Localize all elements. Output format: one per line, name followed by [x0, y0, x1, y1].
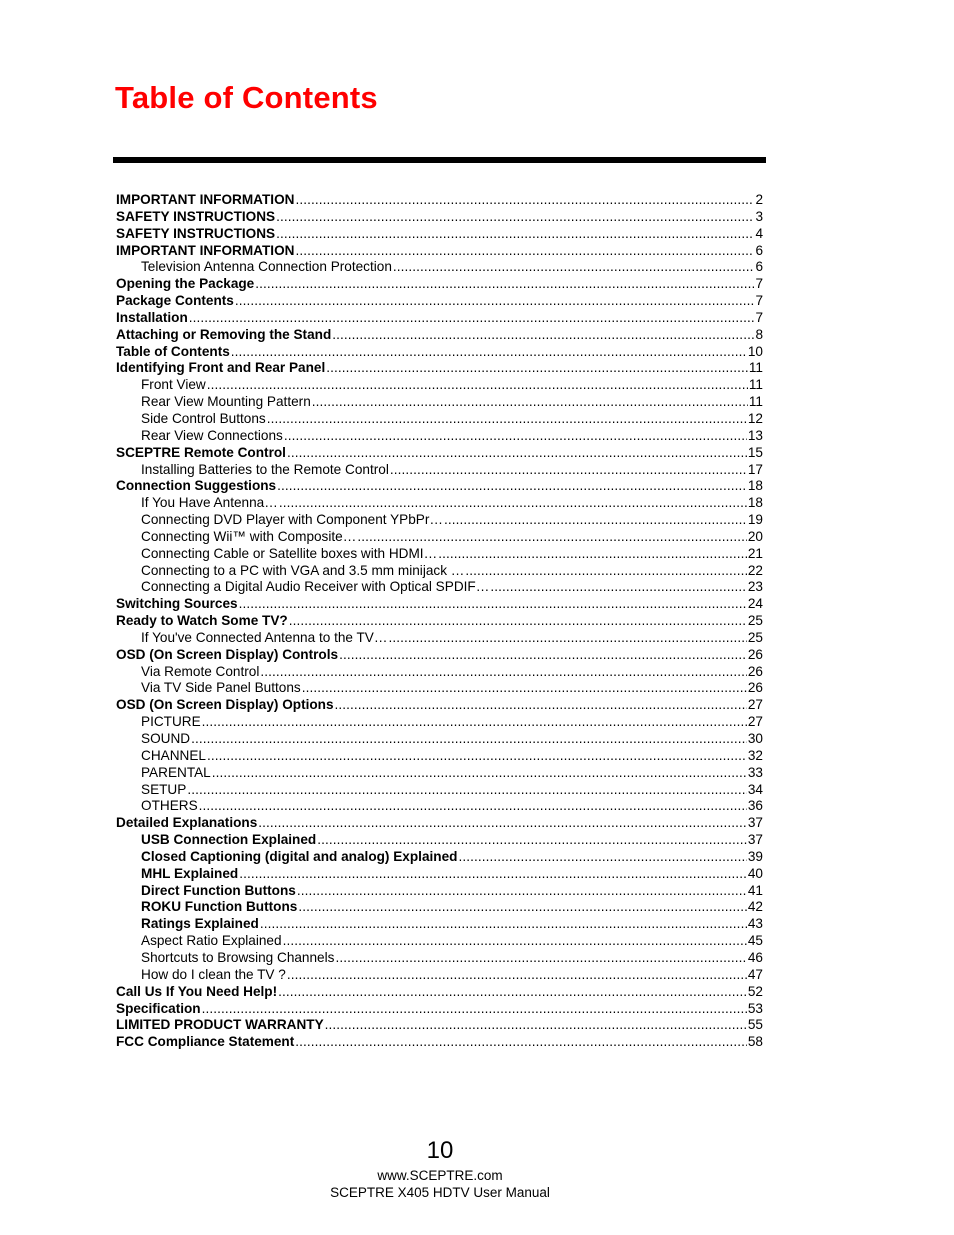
- toc-entry[interactable]: [116, 731, 763, 748]
- toc-entry[interactable]: [116, 1034, 763, 1051]
- toc-entry-label: Shortcuts to Browsing Channels: [141, 949, 335, 965]
- toc-entry[interactable]: [116, 209, 763, 226]
- toc-entry-label: OTHERS: [141, 798, 198, 814]
- toc-entry-label: OSD (On Screen Display) Options: [116, 697, 334, 713]
- toc-entry-page: 20: [747, 528, 763, 544]
- toc-entry-page: 7: [755, 276, 763, 292]
- toc-entry[interactable]: [116, 899, 763, 916]
- toc-entry-page: 25: [747, 613, 763, 629]
- toc-entry[interactable]: [116, 866, 763, 883]
- toc-entry-page: 42: [747, 899, 763, 915]
- toc-dot-leader: [335, 697, 747, 714]
- toc-dot-leader: [312, 394, 748, 411]
- toc-dot-leader: [390, 462, 747, 479]
- toc-dot-leader: [231, 344, 747, 361]
- page-title: Table of Contents: [115, 80, 378, 115]
- toc-entry-page: 24: [747, 596, 763, 612]
- toc-entry-label: CHANNEL: [141, 747, 206, 763]
- toc-dot-leader: [212, 765, 747, 782]
- toc-entry-label: Connecting Wii™ with Composite…: [141, 528, 357, 544]
- toc-dot-leader: [302, 680, 747, 697]
- toc-entry[interactable]: [116, 967, 763, 984]
- toc-entry[interactable]: [116, 462, 763, 479]
- toc-entry[interactable]: [116, 782, 763, 799]
- toc-entry-label: Side Control Buttons: [141, 410, 266, 426]
- toc-entry-label: OSD (On Screen Display) Controls: [116, 646, 339, 662]
- toc-dot-leader: [325, 1017, 747, 1034]
- toc-entry[interactable]: [116, 428, 763, 445]
- toc-dot-leader: [202, 1001, 747, 1018]
- toc-entry[interactable]: [116, 243, 763, 260]
- toc-entry[interactable]: [116, 933, 763, 950]
- toc-entry-label: PICTURE: [141, 714, 201, 730]
- toc-dot-leader: [239, 596, 747, 613]
- toc-entry-page: 8: [755, 326, 763, 342]
- toc-entry-page: 53: [747, 1000, 763, 1016]
- toc-entry-label: How do I clean the TV ?: [141, 966, 286, 982]
- toc-entry-page: 26: [747, 646, 763, 662]
- toc-dot-leader: [393, 259, 755, 276]
- toc-dot-leader: [388, 630, 746, 647]
- toc-entry[interactable]: [116, 849, 763, 866]
- toc-dot-leader: [255, 276, 754, 293]
- toc-entry-label: Connecting to a PC with VGA and 3.5 mm minijack …: [141, 562, 465, 578]
- toc-dot-leader: [332, 327, 754, 344]
- toc-entry-page: 11: [748, 394, 763, 410]
- toc-entry-page: 43: [747, 916, 763, 932]
- toc-entry[interactable]: [116, 664, 763, 681]
- toc-entry[interactable]: [116, 798, 763, 815]
- toc-entry-page: 55: [747, 1017, 763, 1033]
- toc-entry-label: Identifying Front and Rear Panel: [116, 360, 326, 376]
- toc-entry-label: Connection Suggestions: [116, 478, 277, 494]
- toc-dot-leader: [339, 647, 747, 664]
- toc-entry[interactable]: [116, 394, 763, 411]
- toc-entry[interactable]: [116, 1017, 763, 1034]
- toc-entry-label: IMPORTANT INFORMATION: [116, 192, 295, 207]
- toc-dot-leader: [187, 782, 747, 799]
- toc-entry[interactable]: [116, 630, 763, 647]
- toc-dot-leader: [295, 1034, 747, 1051]
- toc-dot-leader: [438, 546, 747, 563]
- toc-entry-page: 39: [747, 848, 763, 864]
- toc-entry-page: 47: [747, 966, 763, 982]
- toc-dot-leader: [357, 529, 747, 546]
- toc-entry-label: SETUP: [141, 781, 187, 797]
- toc-entry[interactable]: [116, 883, 763, 900]
- toc-entry[interactable]: [116, 832, 763, 849]
- toc-entry-page: 18: [747, 478, 763, 494]
- toc-entry-label: Direct Function Buttons: [141, 882, 296, 898]
- toc-entry-label: SAFETY INSTRUCTIONS: [116, 208, 276, 224]
- toc-entry-page: 21: [747, 545, 763, 561]
- toc-entry[interactable]: [116, 563, 763, 580]
- toc-dot-leader: [287, 445, 747, 462]
- toc-entry-label: Detailed Explanations: [116, 815, 258, 831]
- toc-entry-page: 23: [747, 579, 763, 595]
- toc-dot-leader: [199, 798, 747, 815]
- toc-entry[interactable]: [116, 495, 763, 512]
- toc-entry-label: Closed Captioning (digital and analog) Explained: [141, 848, 458, 864]
- toc-dot-leader: [295, 243, 754, 260]
- toc-entry-label: Opening the Package: [116, 276, 255, 292]
- toc-dot-leader: [297, 883, 747, 900]
- toc-entry-page: 3: [755, 208, 763, 224]
- toc-dot-leader: [444, 512, 747, 529]
- toc-dot-leader: [189, 310, 755, 327]
- toc-entry[interactable]: [116, 192, 763, 209]
- toc-dot-leader: [267, 411, 747, 428]
- toc-entry[interactable]: [116, 579, 763, 596]
- toc-dot-leader: [283, 933, 747, 950]
- toc-entry-page: 22: [747, 562, 763, 578]
- toc-entry-page: 37: [747, 832, 763, 848]
- toc-entry-page: 12: [747, 410, 763, 426]
- toc-entry[interactable]: [116, 529, 763, 546]
- toc-entry-label: Rear View Connections: [141, 427, 283, 443]
- toc-entry-label: Ratings Explained: [141, 916, 259, 932]
- toc-entry-label: PARENTAL: [141, 764, 211, 780]
- toc-entry-page: 26: [747, 680, 763, 696]
- toc-entry-label: Front View: [141, 377, 206, 393]
- toc-entry-page: 45: [747, 933, 763, 949]
- toc-entry-page: 27: [747, 714, 763, 730]
- toc-entry-label: Aspect Ratio Explained: [141, 933, 282, 949]
- toc-entry-label: Connecting a Digital Audio Receiver with Optical SPDIF…: [141, 579, 490, 595]
- table-of-contents: [116, 192, 763, 1051]
- toc-dot-leader: [260, 664, 747, 681]
- toc-entry[interactable]: [116, 276, 763, 293]
- toc-entry-label: SCEPTRE Remote Control: [116, 444, 286, 460]
- toc-entry[interactable]: [116, 327, 763, 344]
- toc-entry-page: 4: [755, 225, 763, 241]
- toc-entry[interactable]: [116, 815, 763, 832]
- toc-entry[interactable]: [116, 950, 763, 967]
- toc-entry-label: USB Connection Explained: [141, 832, 317, 848]
- toc-entry-page: 36: [747, 798, 763, 814]
- toc-entry[interactable]: [116, 748, 763, 765]
- toc-entry[interactable]: [116, 226, 763, 243]
- toc-entry-label: Package Contents: [116, 293, 234, 309]
- toc-entry-page: 33: [747, 764, 763, 780]
- toc-entry-label: MHL Explained: [141, 865, 239, 881]
- toc-entry-label: Connecting Cable or Satellite boxes with HDMI…: [141, 545, 438, 561]
- toc-dot-leader: [260, 916, 747, 933]
- toc-entry-page: 52: [747, 983, 763, 999]
- toc-entry[interactable]: [116, 916, 763, 933]
- toc-entry-page: 13: [747, 427, 763, 443]
- toc-entry-label: ROKU Function Buttons: [141, 899, 298, 915]
- toc-entry[interactable]: [116, 310, 763, 327]
- toc-entry[interactable]: [116, 697, 763, 714]
- toc-entry-page: 11: [748, 377, 763, 393]
- toc-entry-label: If You've Connected Antenna to the TV…: [141, 629, 388, 645]
- toc-entry-label: LIMITED PRODUCT WARRANTY: [116, 1017, 324, 1033]
- toc-entry[interactable]: [116, 546, 763, 563]
- toc-entry-label: Table of Contents: [116, 343, 230, 359]
- toc-entry-page: 37: [747, 815, 763, 831]
- toc-entry[interactable]: [116, 680, 763, 697]
- toc-entry[interactable]: [116, 344, 763, 361]
- toc-dot-leader: [465, 563, 747, 580]
- toc-entry-page: 27: [747, 697, 763, 713]
- toc-dot-leader: [284, 428, 747, 445]
- toc-entry-page: 15: [747, 444, 763, 460]
- toc-entry-label: Installation: [116, 309, 188, 325]
- toc-dot-leader: [298, 899, 747, 916]
- toc-entry[interactable]: [116, 445, 763, 462]
- toc-entry[interactable]: [116, 512, 763, 529]
- toc-entry-page: 46: [747, 949, 763, 965]
- toc-entry-page: 17: [747, 461, 763, 477]
- toc-entry-page: 2: [755, 192, 763, 207]
- toc-entry-page: 18: [747, 495, 763, 511]
- toc-dot-leader: [287, 967, 747, 984]
- toc-entry-label: SAFETY INSTRUCTIONS: [116, 225, 276, 241]
- toc-entry[interactable]: [116, 613, 763, 630]
- toc-entry-label: Ready to Watch Some TV?: [116, 613, 288, 629]
- toc-entry-page: 11: [748, 360, 763, 376]
- toc-dot-leader: [239, 866, 747, 883]
- toc-dot-leader: [258, 815, 747, 832]
- toc-dot-leader: [317, 832, 747, 849]
- toc-entry-page: 10: [747, 343, 763, 359]
- toc-entry-page: 26: [747, 663, 763, 679]
- toc-entry[interactable]: [116, 647, 763, 664]
- toc-entry-page: 40: [747, 865, 763, 881]
- toc-entry-label: Via TV Side Panel Buttons: [141, 680, 301, 696]
- toc-entry-label: Switching Sources: [116, 596, 238, 612]
- toc-entry[interactable]: [116, 293, 763, 310]
- toc-entry-page: 25: [747, 629, 763, 645]
- toc-entry[interactable]: [116, 984, 763, 1001]
- page-number: 10: [426, 1137, 454, 1164]
- toc-dot-leader: [289, 613, 747, 630]
- toc-entry-label: Rear View Mounting Pattern: [141, 394, 311, 410]
- toc-entry-label: If You Have Antenna…: [141, 495, 278, 511]
- toc-entry-page: 19: [747, 512, 763, 528]
- toc-dot-leader: [335, 950, 746, 967]
- toc-entry[interactable]: [116, 259, 763, 276]
- toc-entry[interactable]: [116, 714, 763, 731]
- toc-entry-label: Attaching or Removing the Stand: [116, 326, 332, 342]
- toc-entry-label: Connecting DVD Player with Component YPbPr…: [141, 512, 443, 528]
- toc-entry-label: FCC Compliance Statement: [116, 1034, 295, 1050]
- toc-dot-leader: [277, 478, 747, 495]
- toc-dot-leader: [207, 748, 747, 765]
- toc-entry-label: IMPORTANT INFORMATION: [116, 242, 295, 258]
- toc-dot-leader: [279, 495, 747, 512]
- toc-entry-page: 7: [755, 293, 763, 309]
- footer-website: www.SCEPTRE.com: [377, 1168, 503, 1183]
- toc-entry-page: 58: [747, 1034, 763, 1050]
- toc-dot-leader: [276, 209, 754, 226]
- toc-entry[interactable]: [116, 478, 763, 495]
- toc-dot-leader: [458, 849, 746, 866]
- footer-manual-title: SCEPTRE X405 HDTV User Manual: [330, 1185, 550, 1200]
- toc-dot-leader: [191, 731, 747, 748]
- toc-entry-label: Television Antenna Connection Protection: [141, 259, 392, 275]
- toc-entry-label: SOUND: [141, 731, 191, 746]
- toc-entry[interactable]: [116, 765, 763, 782]
- toc-entry-page: 6: [755, 259, 763, 275]
- toc-entry-page: 30: [747, 731, 763, 746]
- toc-entry-page: 6: [755, 242, 763, 258]
- toc-entry-page: 32: [747, 747, 763, 763]
- toc-dot-leader: [490, 579, 747, 596]
- toc-dot-leader: [278, 984, 747, 1001]
- toc-entry[interactable]: [116, 1001, 763, 1018]
- title-divider: [113, 157, 766, 163]
- toc-dot-leader: [202, 714, 747, 731]
- toc-entry[interactable]: [116, 377, 763, 394]
- toc-entry[interactable]: [116, 596, 763, 613]
- toc-entry-page: 34: [747, 781, 763, 797]
- toc-entry[interactable]: [116, 411, 763, 428]
- toc-dot-leader: [235, 293, 755, 310]
- toc-dot-leader: [326, 360, 748, 377]
- toc-entry-page: 7: [755, 309, 763, 325]
- toc-dot-leader: [276, 226, 754, 243]
- toc-dot-leader: [295, 192, 754, 209]
- toc-entry[interactable]: [116, 360, 763, 377]
- toc-entry-label: Installing Batteries to the Remote Control: [141, 461, 389, 477]
- toc-entry-label: Via Remote Control: [141, 663, 260, 679]
- toc-entry-page: 41: [747, 882, 763, 898]
- toc-entry-label: Call Us If You Need Help!: [116, 983, 278, 999]
- toc-dot-leader: [207, 377, 748, 394]
- toc-entry-label: Specification: [116, 1000, 201, 1016]
